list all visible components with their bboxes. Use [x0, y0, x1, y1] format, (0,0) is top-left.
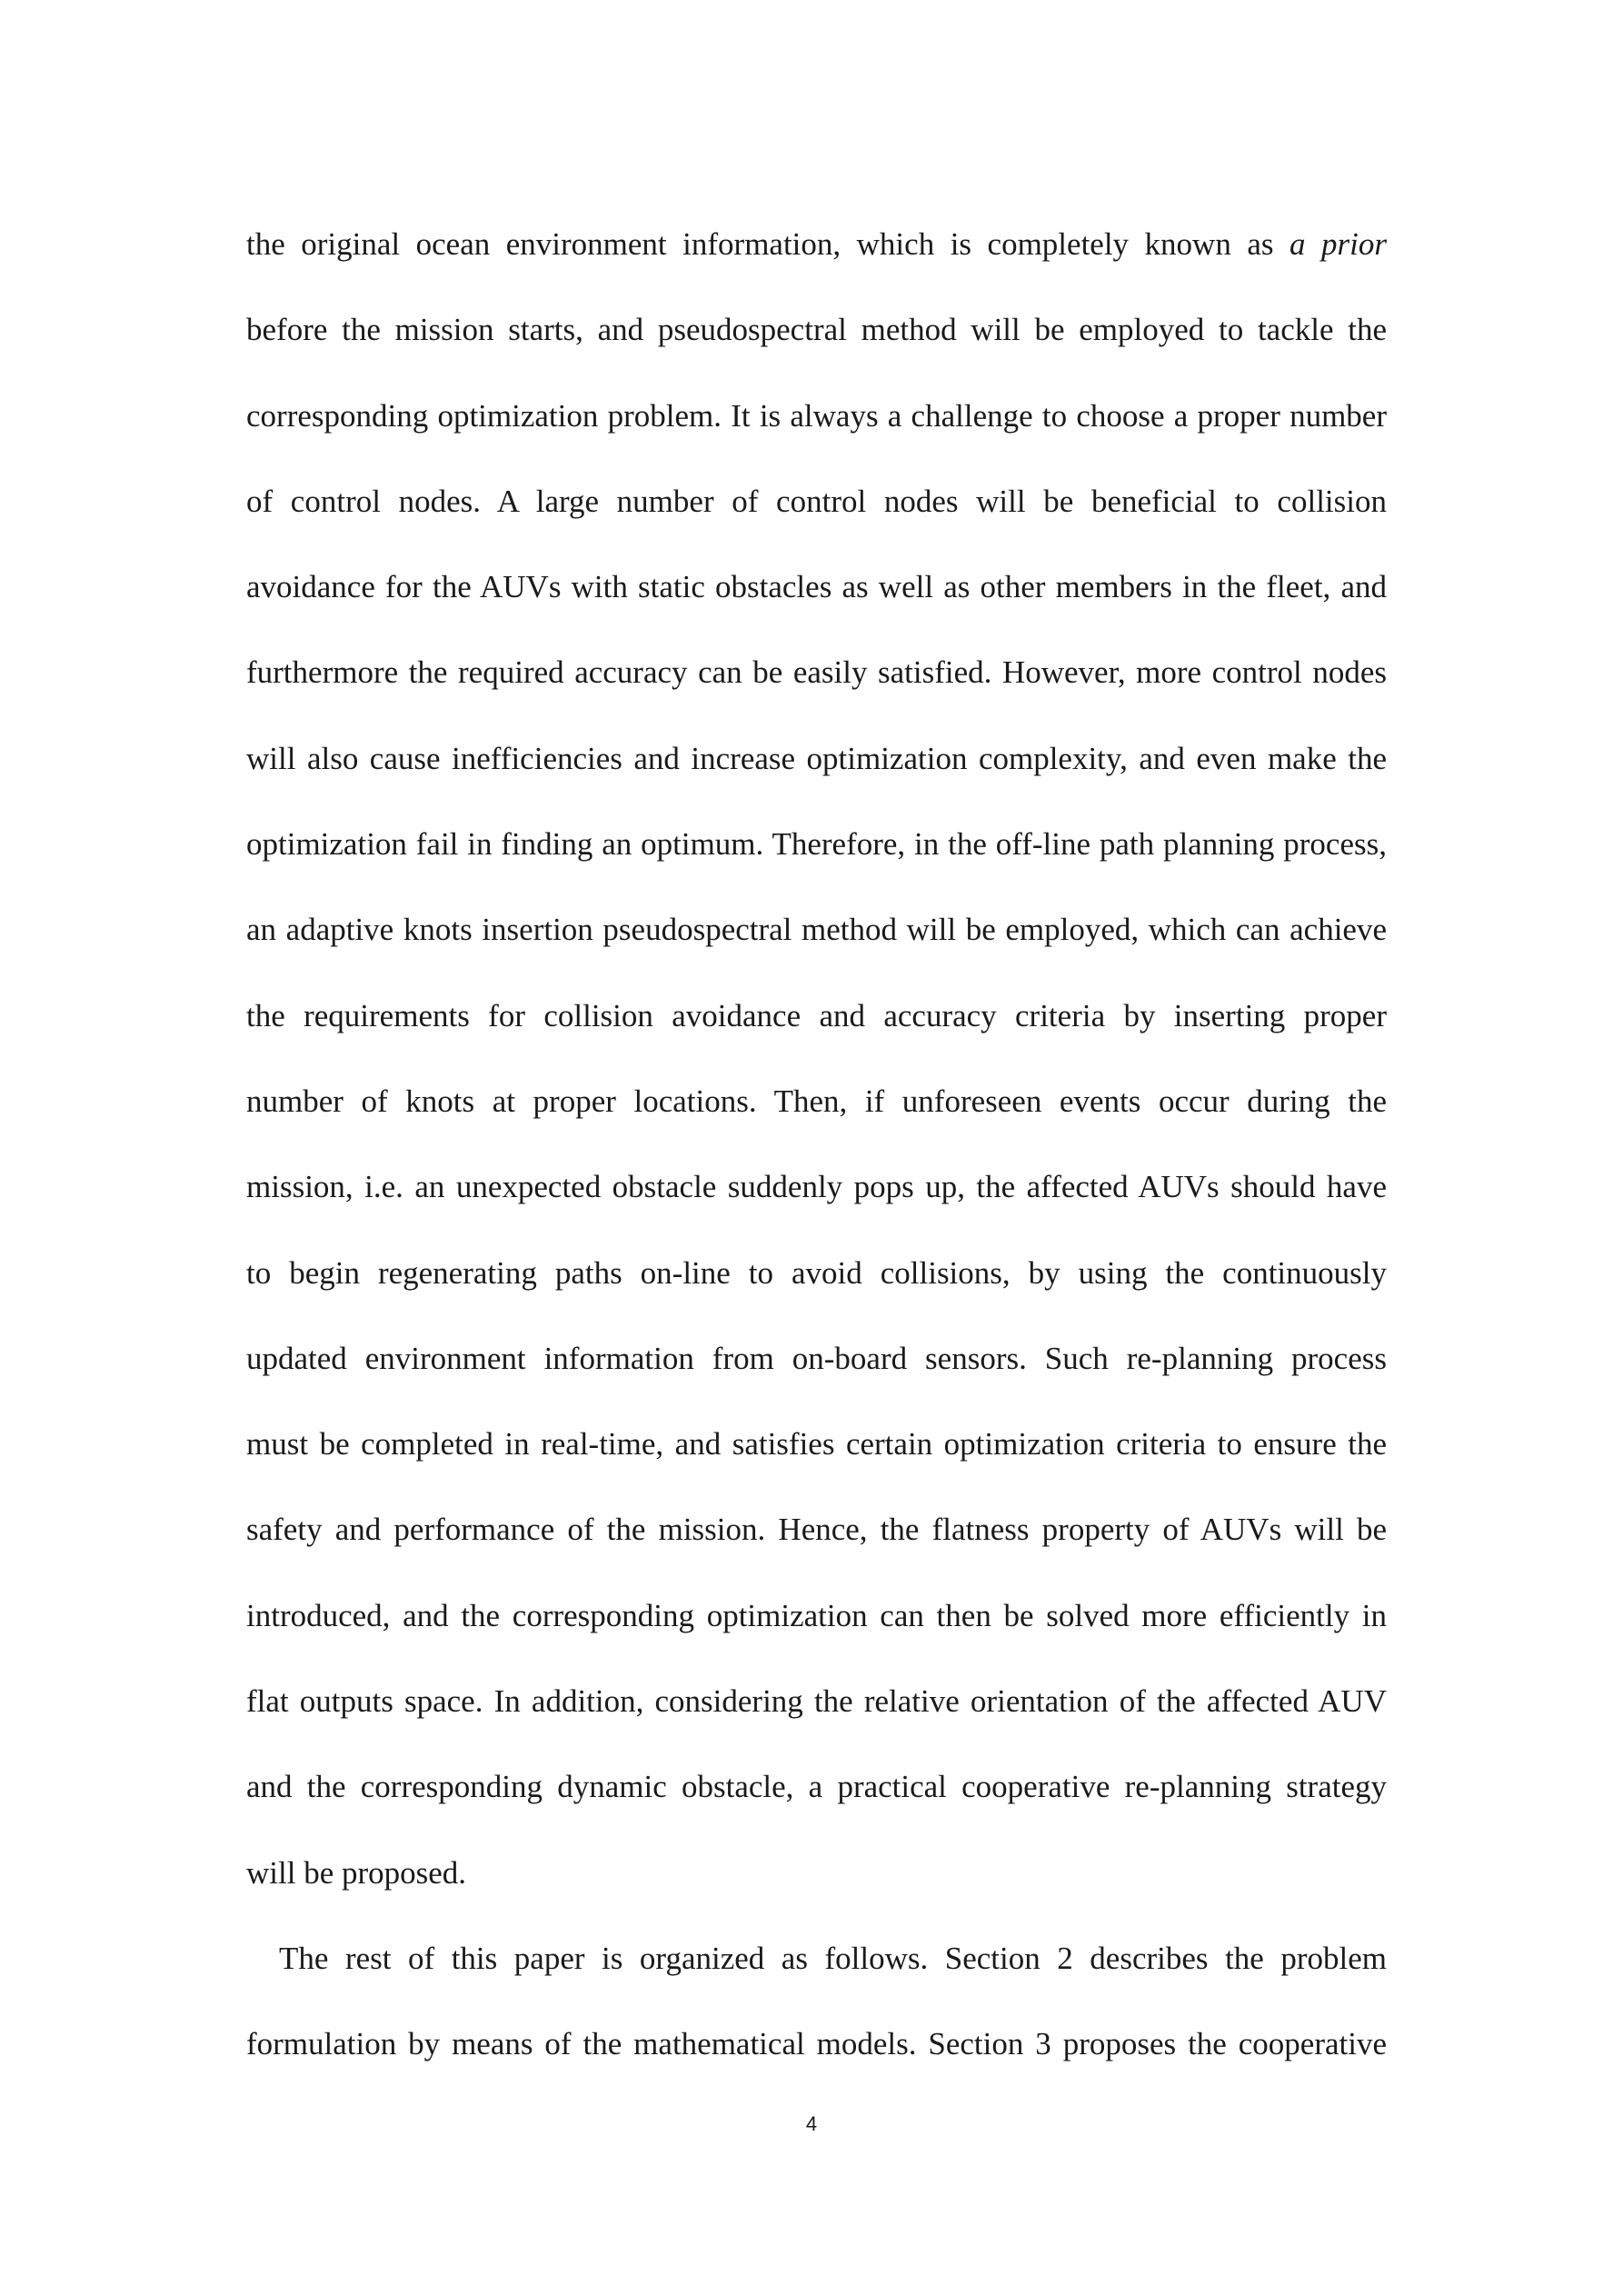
paragraph-1-line-9: an adaptive knots insertion pseudospectral method will be employed, which can achieve — [246, 912, 1387, 948]
paragraph-1-line-18: flat outputs space. In addition, considering the relative orientation of the affected AUV — [246, 1683, 1387, 1720]
italic-term: a prior — [1289, 226, 1387, 262]
paragraph-1-line-19: and the corresponding dynamic obstacle, a practical cooperative re-planning strategy — [246, 1769, 1387, 1805]
paragraph-2-line-1: The rest of this paper is organized as follows. Section 2 describes the problem — [279, 1940, 1387, 1976]
page-number: 4 — [805, 2112, 818, 2135]
paragraph-1-line-15: must be completed in real-time, and satisfies certain optimization criteria to ensure the — [246, 1426, 1387, 1462]
paragraph-1-line-17: introduced, and the corresponding optimization can then be solved more efficiently in — [246, 1597, 1387, 1633]
paragraph-1-line-12: mission, i.e. an unexpected obstacle suddenly pops up, the affected AUVs should have — [246, 1169, 1387, 1205]
paragraph-1-line-11: number of knots at proper locations. Then, if unforeseen events occur during the — [246, 1083, 1387, 1119]
paragraph-1-line-16: safety and performance of the mission. Hence, the flatness property of AUVs will be — [246, 1512, 1387, 1548]
paragraph-1-line-1: the original ocean environment information, which is completely known as a prior — [246, 226, 1387, 262]
paragraph-1-line-14: updated environment information from on-board sensors. Such re-planning process — [246, 1340, 1387, 1376]
paragraph-1-line-13: to begin regenerating paths on-line to avoid collisions, by using the continuously — [246, 1254, 1387, 1291]
paragraph-1-line-5: avoidance for the AUVs with static obstacles as well as other members in the fleet, and — [246, 569, 1387, 605]
paragraph-1-line-10: the requirements for collision avoidance and accuracy criteria by inserting proper — [246, 997, 1387, 1033]
paragraph-1-line-7: will also cause inefficiencies and increase optimization complexity, and even make the — [246, 740, 1387, 776]
paragraph-2-line-2: formulation by means of the mathematical models. Section 3 proposes the cooperative — [246, 2026, 1387, 2062]
paragraph-1-line-2: before the mission starts, and pseudospectral method will be employed to tackle the — [246, 312, 1387, 348]
paragraph-1-line-20: will be proposed. — [246, 1854, 467, 1891]
paragraph-1-line-4: of control nodes. A large number of control nodes will be beneficial to collision — [246, 483, 1387, 519]
paragraph-1-line-8: optimization fail in finding an optimum. Therefore, in the off-line path planning process, — [246, 826, 1387, 863]
body-text — [246, 202, 1387, 2088]
paragraph-1-line-6: furthermore the required accuracy can be easily satisfied. However, more control nodes — [246, 654, 1387, 691]
paragraph-1-line-3: corresponding optimization problem. It is always a challenge to choose a proper number — [246, 397, 1387, 434]
